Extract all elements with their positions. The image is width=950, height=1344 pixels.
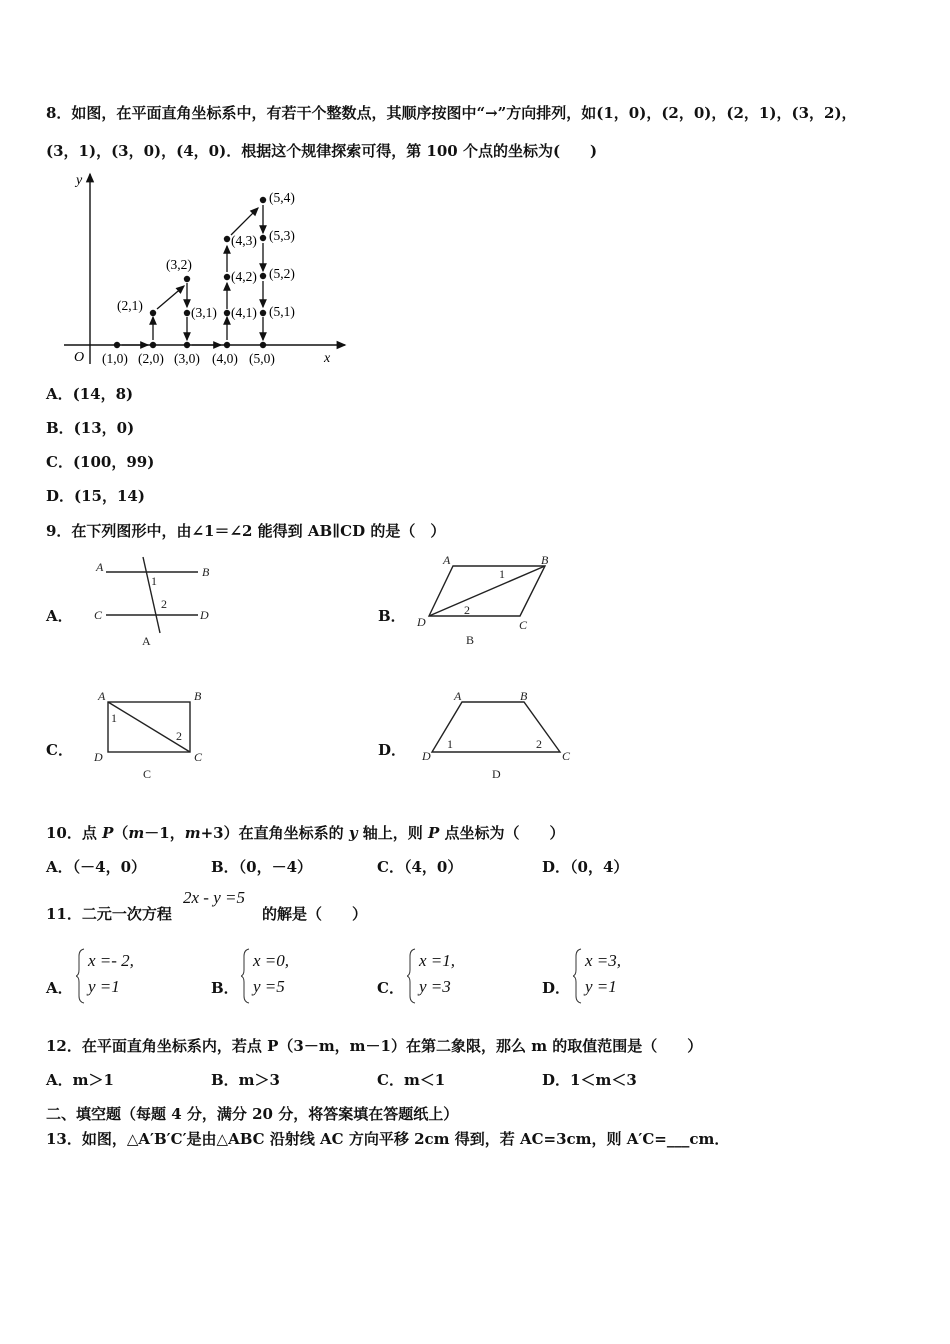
point-label: (3,0) (174, 351, 200, 366)
q10-option-c[interactable]: C．（4，0） (377, 858, 463, 876)
q9-option-a[interactable]: A． (46, 607, 73, 625)
fig-b-B: B (541, 553, 549, 567)
point (184, 342, 190, 348)
fig-b-2: 2 (464, 603, 470, 617)
q9-option-b[interactable]: B． (378, 607, 406, 625)
fig-b-C: C (519, 618, 528, 632)
point-label: (3,1) (191, 305, 217, 320)
point (150, 310, 156, 316)
brace-icon (241, 948, 251, 1004)
fig-b-1: 1 (499, 567, 505, 581)
brace-icon (76, 948, 86, 1004)
q9-option-c[interactable]: C． (46, 741, 73, 759)
q12-option-a[interactable]: A．m＞1 (46, 1071, 114, 1089)
q8-line2: (3，1)，(3，0)，(4，0)．根据这个规律探索可得，第 100 个点的坐标为( ) (46, 142, 598, 160)
q10-option-d[interactable]: D．（0，4） (542, 858, 629, 876)
brace-icon (573, 948, 583, 1004)
q11-system-c: x =1, y =3 (419, 951, 456, 996)
fig-a-A: A (96, 560, 104, 574)
q11-system-d: x =3, y =1 (585, 951, 622, 996)
q9-figure-a (88, 555, 228, 650)
point-label: (5,4) (269, 190, 295, 205)
q12-text: 12．在平面直角坐标系内，若点 P（3－m，m－1）在第二象限，那么 m 的取值范围是（ ） (46, 1037, 703, 1055)
q11-text-pre: 11．二元一次方程 (46, 905, 172, 923)
section-heading: 二、填空题（每题 4 分，满分 20 分，将答案填在答题纸上） (46, 1105, 459, 1123)
fig-c-D: D (94, 750, 103, 764)
point (224, 236, 230, 242)
fig-a-1: 1 (151, 574, 157, 588)
point (260, 273, 266, 279)
fig-d-C: C (562, 749, 571, 763)
q11-option-a[interactable]: A． (46, 979, 73, 997)
point (260, 197, 266, 203)
q9-figure-c (88, 688, 218, 783)
point-label: (2,0) (138, 351, 164, 366)
q9-figure-d (418, 688, 578, 783)
point-label: (5,1) (269, 304, 295, 319)
q11-system-a: x =- 2, y =1 (88, 951, 134, 996)
q9-option-d[interactable]: D． (378, 741, 407, 759)
fig-d-1: 1 (447, 737, 453, 751)
point (184, 310, 190, 316)
fig-c-A: A (98, 689, 106, 703)
x-axis-label: x (324, 351, 331, 366)
fig-b-D: D (417, 615, 426, 629)
y-axis-label: y (76, 173, 83, 188)
fig-c-B: B (194, 689, 202, 703)
point (184, 276, 190, 282)
q11-text-end: 的解是（ ） (262, 905, 368, 923)
point (260, 310, 266, 316)
q8-option-b[interactable]: B．(13，0) (46, 419, 135, 437)
point (224, 274, 230, 280)
q10-option-b[interactable]: B．（0，－4） (211, 858, 313, 876)
q11-system-b: x =0, y =5 (253, 951, 290, 996)
fig-d-A: A (454, 689, 462, 703)
fig-d-2: 2 (536, 737, 542, 751)
q12-option-b[interactable]: B．m＞3 (211, 1071, 280, 1089)
q9-figure-b (415, 552, 550, 647)
q13-text: 13．如图，△A′B′C′是由△ABC 沿射线 AC 方向平移 2cm 得到，若 AC=3cm，则 A′C=___cm． (46, 1130, 730, 1148)
q11-option-c[interactable]: C． (377, 979, 404, 997)
point (150, 342, 156, 348)
point-label: (2,1) (117, 298, 143, 313)
point-label: (5,3) (269, 228, 295, 243)
q10-option-a[interactable]: A．（－4，0） (46, 858, 147, 876)
q8-option-d[interactable]: D．(15，14) (46, 487, 145, 505)
point (224, 342, 230, 348)
q10-text: 10．点 P（m－1，m+3）在直角坐标系的 y 轴上，则 P 点坐标为（ ） (46, 824, 565, 842)
fig-b-A: A (443, 553, 451, 567)
fig-b-caption: B (466, 633, 475, 647)
point (260, 235, 266, 241)
q12-option-d[interactable]: D．1＜m＜3 (542, 1071, 637, 1089)
q8-option-c[interactable]: C．(100，99) (46, 453, 155, 471)
q8-line1: 8．如图，在平面直角坐标系中，有若干个整数点，其顺序按图中“→”方向排列，如(1，0)，(2，0)，(2，1)，(3，2)， (46, 104, 857, 122)
fig-d-D: D (422, 749, 431, 763)
q9-text: 9．在下列图形中，由∠1＝∠2 能得到 AB∥CD 的是（ ） (46, 522, 446, 540)
point-label: (4,3) (231, 233, 257, 248)
point-label: (1,0) (102, 351, 128, 366)
fig-c-caption: C (143, 767, 152, 781)
point (224, 310, 230, 316)
q11-equation: 2x - y =5 (183, 888, 245, 907)
fig-c-C: C (194, 750, 203, 764)
point-label: (5,2) (269, 266, 295, 281)
fig-a-caption: A (142, 634, 151, 648)
q11-option-b[interactable]: B． (211, 979, 239, 997)
point-label: (4,0) (212, 351, 238, 366)
q8-option-a[interactable]: A．(14，8) (46, 385, 134, 403)
fig-a-2: 2 (161, 597, 167, 611)
point-label: (3,2) (166, 257, 192, 272)
brace-icon (407, 948, 417, 1004)
fig-a-B: B (202, 565, 210, 579)
fig-c-2: 2 (176, 729, 182, 743)
fig-c-1: 1 (111, 711, 117, 725)
point-label: (4,1) (231, 305, 257, 320)
fig-d-B: B (520, 689, 528, 703)
origin-label: O (74, 350, 85, 365)
point (114, 342, 120, 348)
q12-option-c[interactable]: C．m＜1 (377, 1071, 446, 1089)
point-label: (4,2) (231, 269, 257, 284)
q8-coordinate-graph (60, 168, 360, 368)
q11-option-d[interactable]: D． (542, 979, 571, 997)
point-label: (5,0) (249, 351, 275, 366)
fig-a-D: D (200, 608, 209, 622)
fig-a-C: C (94, 608, 103, 622)
point (260, 342, 266, 348)
fig-d-caption: D (492, 767, 501, 781)
